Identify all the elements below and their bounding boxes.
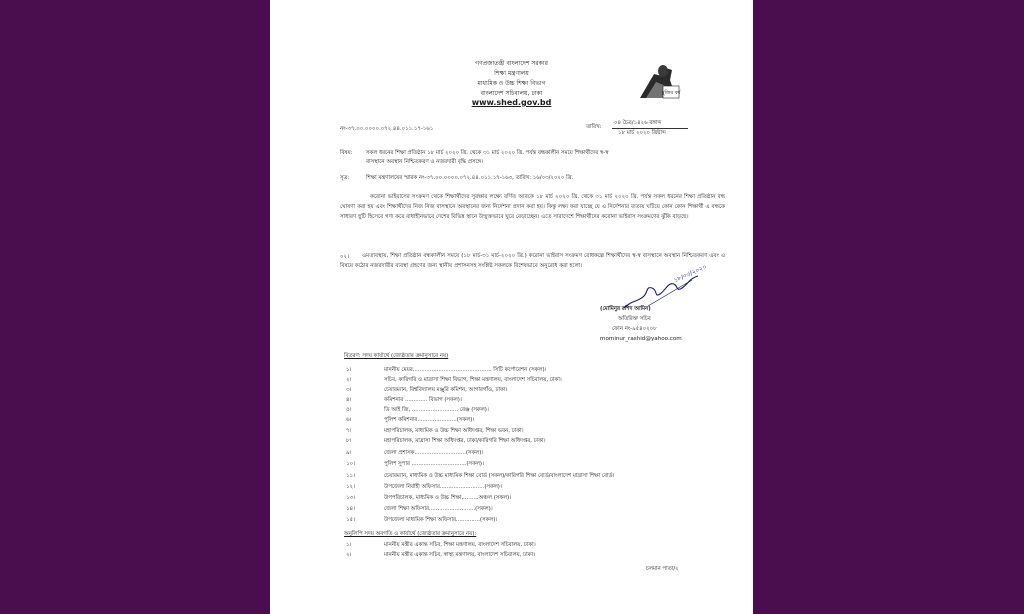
body-paragraph-1: করোনা ভাইরাসের সংক্রমণ থেকে শিক্ষার্থীদের সুরক্ষার লক্ষ্যে বর্ণিত আরকে ১৮ মার্চ ২০২০ খ্রি. থেকে ৩১ মার্চ ২০২০ খ্রি. পর্যন্ত সকল ধরনের শিক্ষা প্রতিষ্ঠান বন্ধ ঘোষণা করা হয় এবং শিক্ষার্থীদের নিজ নিজ বাসস্থানে অবস্থানের জন্য নির্দেশনা প্রদান করা হয়। কিন্তু লক্ষ্য করা যাচ্ছে যে এ নির্দেশনার ব্যত্যয় ঘটিয়ে কোন কোন শিক্ষার্থী এ বন্ধকে সাধারণ ছুটি হিসেবে গণ্য করে বাধাহীনভাবে দেশের বিভিন্ন স্থানে উন্মুক্তভাবে ঘুরে বেড়াচ্ছেন। এতে সারাদেশে শিক্ষার্থীদের করোনা ভাইরাস সংক্রমণের ঝুঁকি বাড়ছে। <box>340 194 725 220</box>
signatory-email[interactable]: mominur_rashid@yahoo.com <box>600 336 682 342</box>
list-item: কমিশনার ............. বিভাগ (সকল)। <box>384 397 462 403</box>
signatory-designation: অতিরিক্ত সচিব <box>618 316 651 322</box>
emblem-caption: মুজিব বর্ষ <box>661 90 681 96</box>
date-bangla: ০৪ চৈত্র/১৪২৬ বঙ্গাব্দ <box>614 120 662 126</box>
signature-date: ১৮/০৩/২০২০ <box>672 263 708 285</box>
list-item: জেলা প্রশাসক..............................(সকল)। <box>384 450 484 456</box>
list-item: পুলিশ কমিশনার.......................(সকল)। <box>384 417 475 423</box>
list-item: চেয়ারম্যান, বিশ্ববিদ্যালয় মঞ্জুরি কমিশন, আগারগাঁও, ঢাকা। <box>384 387 508 393</box>
reference-text: শিক্ষা মন্ত্রণালয়ের স্মারক নং-৩৭.০০.০০০০.০৭২.৪৪.০১১.১৭-১৬৩, তারিখ: ১৬/০৩/২০২০ খ্রি. <box>366 175 574 181</box>
list-item: উপজেলা নির্বাহী অফিসার..........................(সকল)। <box>384 484 502 490</box>
continued-page-note: চলমান পাতা/২ <box>646 566 679 572</box>
distribution-title: বিতরণ: সদয় কার্যার্থে (জ্যেষ্ঠতার ক্রমানুসারে নয়) <box>344 353 449 359</box>
list-item-number: ৭। <box>346 428 352 434</box>
ministry-name: শিক্ষা মন্ত্রণালয় <box>494 70 529 77</box>
para-2-number: ০২। <box>340 254 349 260</box>
list-item-number: ৫। <box>346 407 352 413</box>
mujib-year-emblem <box>636 60 682 100</box>
list-item-number: ১৩। <box>346 495 355 501</box>
list-item: পুলিশ সুপার ................................(সকল)। <box>384 461 484 467</box>
subject-label: বিষয়: <box>340 150 353 156</box>
list-item-number: ২। <box>346 377 352 383</box>
list-item-number: ১৪। <box>346 506 355 512</box>
memo-number: নং-৩৭.০০.০০০০.০৭২.৪৪.০১১.১৭-১৬১ <box>340 126 434 132</box>
list-item: মহাপরিচালক, মাদ্রাসা শিক্ষা অধিদপ্তর, ঢাকা/কারিগরি শিক্ষা অধিদপ্তর, ঢাকা। <box>384 438 546 444</box>
list-item-number: ১৫। <box>346 517 355 523</box>
list-item-number: ৯। <box>346 450 352 456</box>
date-divider <box>612 128 688 129</box>
copy-title: অনুলিপি সদয় অবগতি ও কার্যার্থে (জ্যেষ্ঠতার ক্রমানুসারে নয়): <box>344 531 477 537</box>
list-item: জেলা শিক্ষা অফিসার...........................(সকল)। <box>384 506 493 512</box>
division-name: মাধ্যমিক ও উচ্চ শিক্ষা বিভাগ <box>477 80 546 87</box>
list-item-number: ৬। <box>346 417 352 423</box>
list-item-number: ১২। <box>346 484 355 490</box>
reference-label: সূত্র: <box>340 175 350 181</box>
list-item-number: ৩। <box>346 387 352 393</box>
subject-line-2: বাসস্থানে অবস্থান নিশ্চিতকরণ ও নজরদারী বৃদ্ধি প্রসঙ্গে। <box>366 159 484 165</box>
list-item: সচিব, কারিগরি ও মাদ্রাসা শিক্ষা বিভাগ, শিক্ষা মন্ত্রণালয়, বাংলাদেশ সচিবালয়, ঢাকা। <box>384 377 562 383</box>
list-item: মাননীয় মন্ত্রীর একান্ত সচিব, স্বাস্থ্য মন্ত্রণালয়, বাংলাদেশ সচিবালয়, ঢাকা। <box>384 552 535 558</box>
document-page <box>270 0 753 614</box>
website-link[interactable]: www.shed.gov.bd <box>471 98 552 107</box>
signatory-name: (মোমিনুর রশিদ আমিন) <box>600 306 651 312</box>
subject-line-1: সকল ধরনের শিক্ষা প্রতিষ্ঠান ১৮ মার্চ ২০২০ খ্রি. থেকে ৩১ মার্চ ২০২০ খ্রি. পর্যন্ত বন্ধকালীন সময়ে শিক্ষার্থীদের স্ব-স্ব <box>366 150 609 156</box>
list-item: ডি আই জি, ........................... রেঞ্জ (সকল)। <box>384 407 489 413</box>
signatory-phone: ফোন নং-৯৫৪০২০৮ <box>612 326 657 332</box>
body-paragraph-2: এমতাবস্থায়, শিক্ষা প্রতিষ্ঠান বন্ধকালীন সময়ে (১৮ মার্চ-৩১ মার্চ-২০২০ খ্রি.) করোনা ভাইরাস সংক্রমণ রোধকল্পে শিক্ষার্থীদের স্ব-স্ব বাসস্থানে অবস্থান নিশ্চিতকরণ এবং এ বিষয়ে কঠোর নজরদারীর ব্যবস্থা গ্রহণের জন্য স্থানীয় প্রশাসনসহ সংশ্লিষ্ট সকলকে বিশেষভাবে অনুরোধ করা হলো। <box>340 253 725 269</box>
list-item-number: ১। <box>346 367 352 373</box>
list-item: উপজেলা মাধ্যমিক শিক্ষা অফিসার..............(সকল)। <box>384 517 498 523</box>
list-item: মাননীয় মন্ত্রীর একান্ত সচিব, শিক্ষা মন্ত্রণালয়, বাংলাদেশ সচিবালয়, ঢাকা। <box>384 542 536 548</box>
list-item: চেয়ারম্যান, মাধ্যমিক ও উচ্চ মাধ্যমিক শিক্ষা বোর্ড (সকল)/কারিগরি শিক্ষা বোর্ড/বাংলাদেশ মাদ্রাসা শিক্ষা বোর্ড। <box>384 473 615 479</box>
list-item-number: ১১। <box>346 473 355 479</box>
list-item: উপপরিচালক, মাধ্যমিক ও উচ্চ শিক্ষা,.........অঞ্চল (সকল)। <box>384 495 512 501</box>
govt-name: গণপ্রজাতন্ত্রী বাংলাদেশ সরকার <box>475 60 548 67</box>
office-address: বাংলাদেশ সচিবালয়, ঢাকা <box>480 90 543 97</box>
date-gregorian: ১৮ মার্চ ২০২০ খ্রিষ্টাব্দ <box>618 130 666 136</box>
list-item-number: ১। <box>346 542 352 548</box>
list-item-number: ২। <box>346 552 352 558</box>
list-item-number: ১০। <box>346 461 355 467</box>
list-item: মাননীয় মেয়র.............................................. সিটি কর্পোরেশন (সকল)। <box>384 367 547 373</box>
list-item-number: ৮। <box>346 438 352 444</box>
list-item-number: ৪। <box>346 397 352 403</box>
date-label: তারিখ: <box>586 124 602 130</box>
list-item: মহাপরিচালক, মাধ্যমিক ও উচ্চ শিক্ষা অধিদপ্তর, শিক্ষা ভবন, ঢাকা। <box>384 428 524 434</box>
